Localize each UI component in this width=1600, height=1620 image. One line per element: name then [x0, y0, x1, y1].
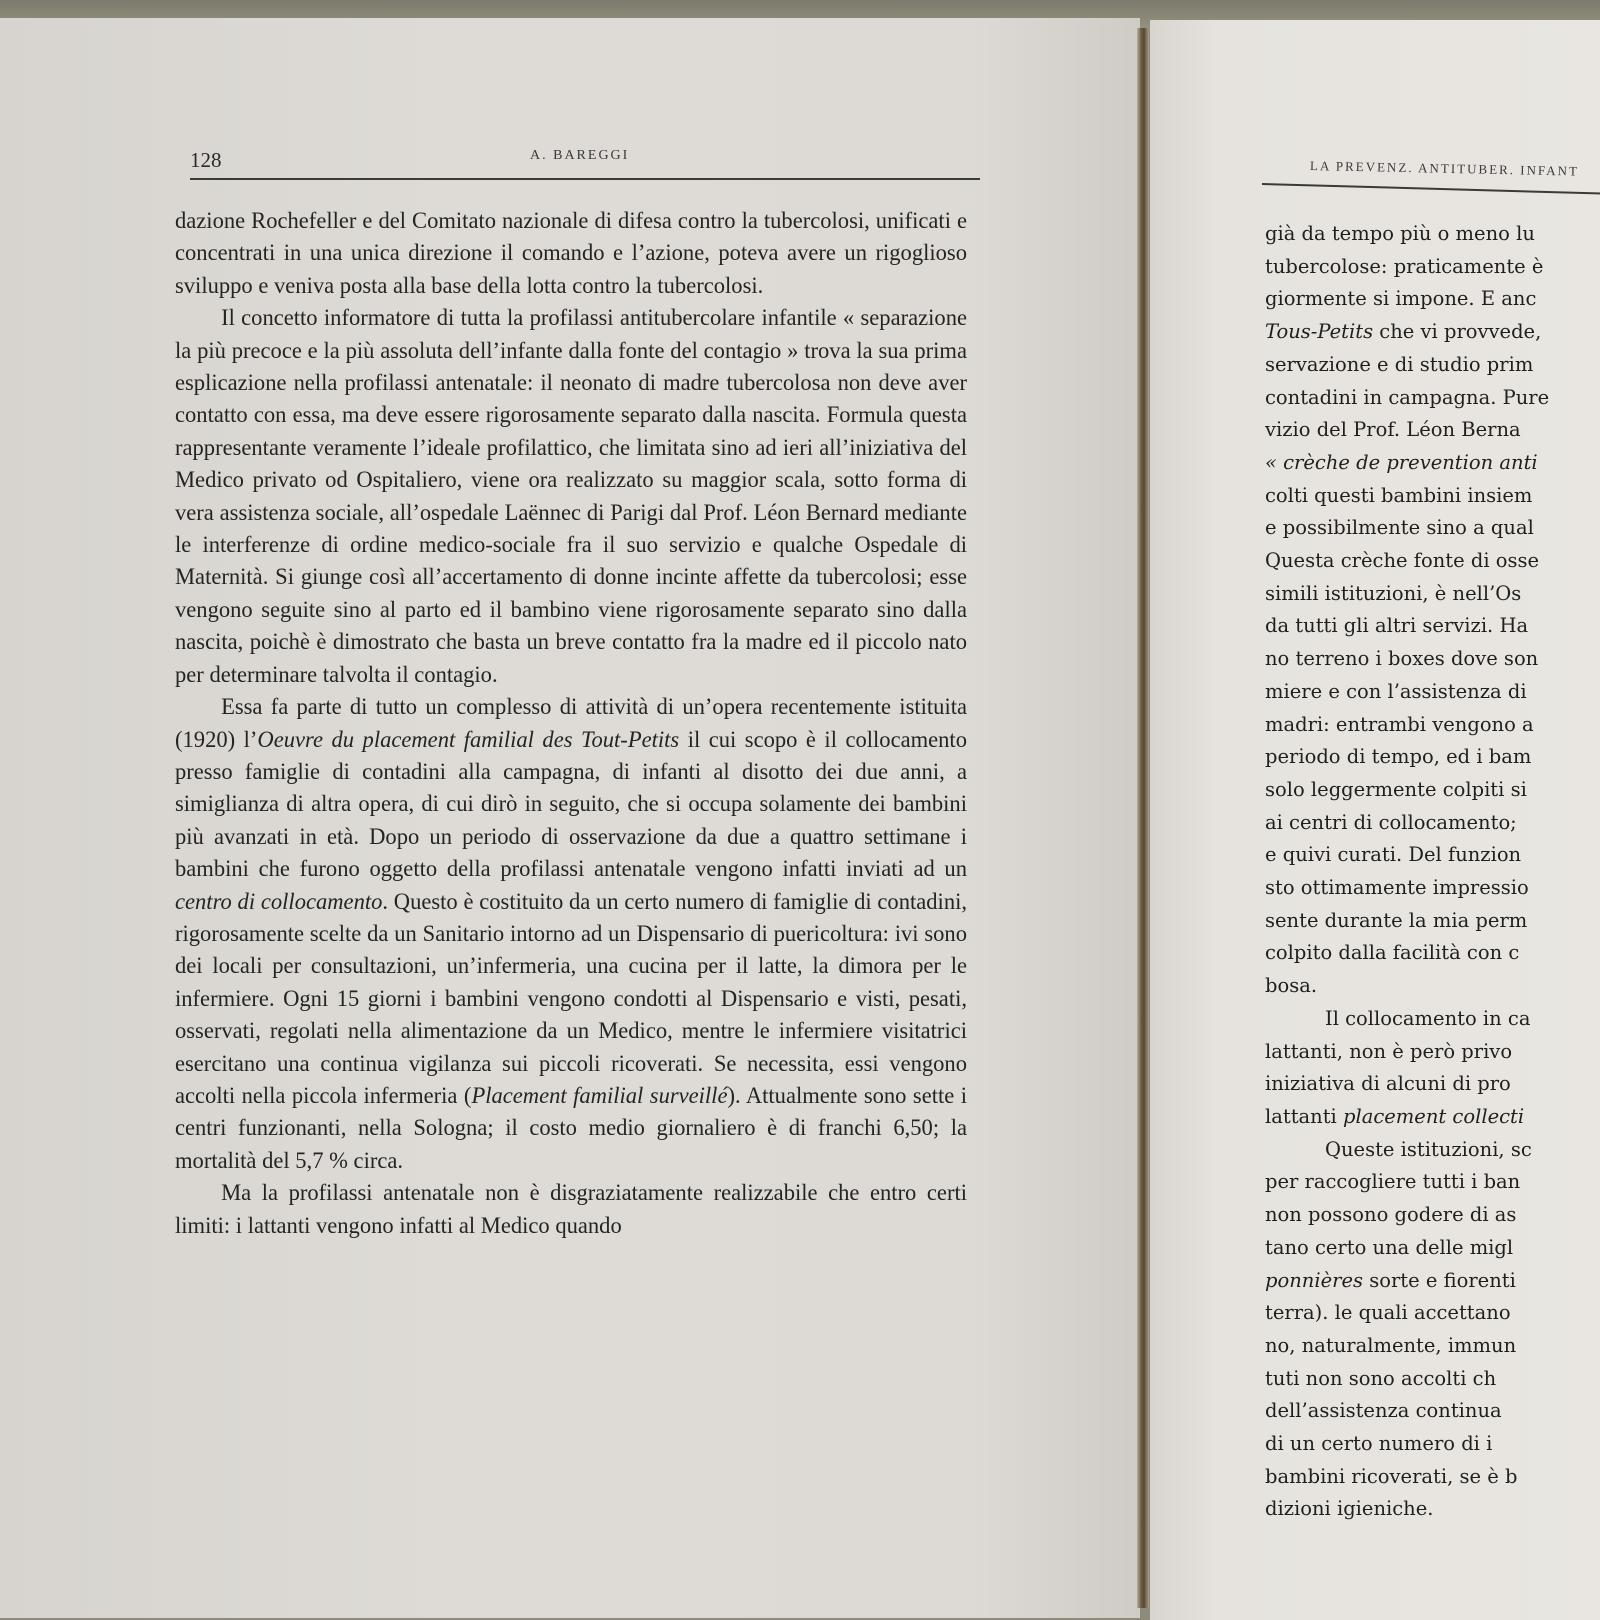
running-head-title: LA PREVENZ. ANTITUBER. INFANT	[1309, 158, 1580, 179]
text-line: Queste istituzioni, sc	[1325, 1137, 1532, 1161]
text-line: e possibilmente sino a qual	[1265, 516, 1534, 540]
text-line: ponnières sorte e fiorenti	[1265, 1268, 1516, 1292]
text-line: simili istituzioni, è nell’Os	[1265, 581, 1522, 605]
text-line: servazione e di studio prim	[1265, 352, 1534, 376]
text-line: bosa.	[1265, 974, 1318, 998]
text-line: di un certo numero di i	[1265, 1432, 1493, 1456]
text-run: ). Attualmente sono sette i centri funzionanti, nella Sologna; il costo medio giornaliero è di franchi 6,50; la mortalità del 5,7 % circa.	[175, 1082, 968, 1174]
running-head-author: A. BAREGGI	[530, 148, 630, 163]
text-line: e quivi curati. Del funzion	[1265, 843, 1522, 867]
header-rule	[190, 178, 980, 180]
text-line: non possono godere di as	[1265, 1203, 1517, 1227]
text-line: periodo di tempo, ed i bam	[1265, 745, 1532, 769]
text-run: . Questo è costituito da un certo numero di famiglie di contadini, rigorosamente scelte da un Sanitario intorno ad un Dispensario di puericoltura: ivi sono dei locali per consultazioni, un’infermeria, una cucina per il latte, la dimora per le infermiere. Ogni 15 giorni i bambini vengono condotti al Dispensario e visti, pesati, osservati, regolati nella alimentazione da un Medico, mentre le infermiere visitatrici esercitano una continua vigilanza sui piccoli ricoverati. Se necessita, essi vengono accolti nella piccola infermeria (	[175, 888, 968, 1109]
text-line: lattanti, non è però privo	[1265, 1039, 1513, 1063]
text-line: tano certo una delle migl	[1265, 1235, 1514, 1259]
text-line: sente durante la mia perm	[1265, 908, 1528, 932]
paragraph: Ma la profilassi antenatale non è disgraziatamente realizzabile che entro certi limiti: i lattanti vengono infatti al Medico quando	[175, 1180, 967, 1239]
text-line: già da tempo più o meno lu	[1265, 222, 1535, 245]
text-line: colti questi bambini insiem	[1265, 483, 1533, 507]
text-line: Il collocamento in ca	[1325, 1006, 1531, 1030]
text-line: terra). le quali accettano	[1265, 1301, 1511, 1325]
text-line: iniziativa di alcuni di pro	[1265, 1072, 1511, 1096]
italic-term: Placement familial surveillé	[471, 1082, 728, 1109]
text-line: tuti non sono accolti ch	[1265, 1366, 1497, 1390]
page-number: 128	[190, 148, 222, 172]
text-line: bambini ricoverati, se è b	[1265, 1464, 1518, 1488]
italic-term: ponnières	[1265, 1268, 1363, 1292]
italic-term: « crèche de prevention anti	[1265, 450, 1538, 474]
text-line: ai centri di collocamento;	[1265, 810, 1517, 834]
text-line: dizioni igieniche.	[1265, 1497, 1434, 1521]
text-run: Essa fa parte di tutto un complesso di attività di un’opera recentemente istituita (1920) l’	[175, 694, 967, 753]
text-line: madri: entrambi vengono a	[1265, 712, 1534, 736]
text-line: no terreno i boxes dove son	[1265, 647, 1539, 671]
text-line: no, naturalmente, immun	[1265, 1333, 1517, 1357]
text-line: da tutti gli altri servizi. Ha	[1265, 614, 1529, 638]
text-line: vizio del Prof. Léon Berna	[1265, 418, 1521, 442]
paragraph	[175, 691, 967, 1177]
text-line: contadini in campagna. Pure	[1265, 385, 1550, 409]
italic-term: Tous-Petits	[1265, 320, 1374, 344]
right-page-header	[1309, 158, 1600, 179]
text-line: Questa crèche fonte di osse	[1265, 549, 1540, 573]
italic-term: centro di collocamento	[175, 888, 383, 915]
text-line: Tous-Petits che vi provvede,	[1265, 320, 1542, 344]
text-line: dell’assistenza continua	[1265, 1399, 1502, 1423]
left-page-body	[175, 205, 967, 1242]
text-line: colpito dalla facilità con c	[1265, 941, 1520, 965]
italic-title: Oeuvre du placement familial des Tout-Petits	[257, 726, 680, 753]
text-line: per raccogliere tutti i ban	[1265, 1170, 1521, 1194]
book-spine-gutter	[1137, 28, 1149, 1608]
text-line: giormente si impone. E anc	[1265, 287, 1537, 311]
text-line	[1265, 447, 1600, 480]
italic-term: placement collecti	[1343, 1104, 1525, 1128]
paragraph: dazione Rochefeller e del Comitato nazionale di difesa contro la tubercolosi, unificati e concentrati in una unica direzione il comando e l’azione, poteva avere un rigoglioso sviluppo e veniva posta alla base della lotta contro la tubercolosi.	[175, 208, 967, 299]
text-line: tubercolose: praticamente è	[1265, 254, 1544, 278]
paragraph: Il concetto informatore di tutta la profilassi antitubercolare infantile « separazione la più precoce e la più assoluta dell’infante dalla fonte del contagio » trova la sua prima esplicazione nella profilassi antenatale: il neonato di madre tubercolosa non deve aver contatto con essa, ma deve essere rigorosamente separato dalla nascita. Formula questa rappresentante veramente l’ideale profilattico, che limitata sino ad ieri all’iniziativa del Medico privato od Ospitaliero, viene ora realizzato su maggior scala, sotto forma di vera assistenza sociale, all’ospedale Laënnec di Parigi dal Prof. Léon Bernard mediante le interferenze di ordine medico-sociale fra il suo servizio e qualche Ospedale di Maternità. Si giunge così all’accertamento di donne incinte affette da tubercolosi; esse vengono seguite sino al parto ed il bambino viene rigorosamente separato sino dalla nascita, poichè è dimostrato che basta un breve contatto fra la madre ed il piccolo nato per determinare talvolta il contagio.	[175, 305, 967, 688]
text-run: il cui scopo è il collocamento presso famiglie di contadini alla campagna, di infanti al disotto dei due anni, a simiglianza di altra opera, di cui dirò in seguito, che si occupa solamente dei bambini più avanzati in età. Dopo un periodo di osservazione da due a quattro settimane i bambini che furono oggetto della profilassi antenatale vengono infatti inviati ad un	[175, 726, 967, 883]
text-line: sto ottimamente impressio	[1265, 876, 1529, 900]
text-line: lattanti placement collecti	[1265, 1104, 1525, 1128]
text-line: miere e con l’assistenza di	[1265, 679, 1527, 703]
right-page-body	[1265, 218, 1600, 1526]
text-line: solo leggermente colpiti si	[1265, 777, 1527, 801]
